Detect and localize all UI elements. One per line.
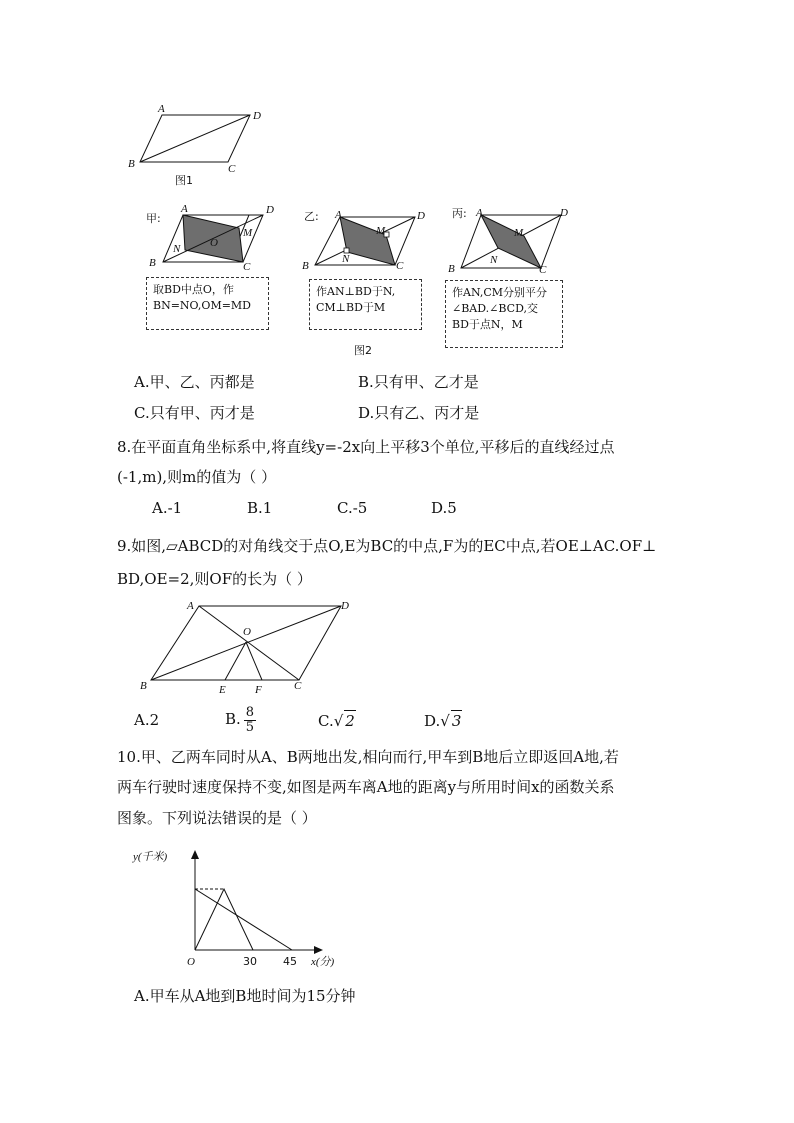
fig1-label-d: D bbox=[253, 110, 261, 122]
q9-option-c-radical: √ bbox=[333, 712, 344, 730]
bing-label-n: N bbox=[490, 254, 498, 266]
fig1-label-b: B bbox=[128, 158, 135, 170]
yi-box-line-2: CM⊥BD于M bbox=[316, 301, 386, 314]
bing-box-line-3: BD于点N，M bbox=[452, 318, 523, 331]
jia-label-d: D bbox=[266, 204, 274, 216]
bing-box-line-2: ∠BAD.∠BCD,交 bbox=[452, 302, 539, 315]
q9-label-f: F bbox=[255, 684, 262, 696]
q10-x-axis-label: x(分) bbox=[311, 956, 335, 968]
yi-box bbox=[309, 279, 422, 330]
jia-box-line-1: 取BD中点O，作 bbox=[153, 283, 234, 296]
q9-figure bbox=[132, 592, 362, 697]
bing-box-line-1: 作AN,CM分别平分 bbox=[452, 286, 548, 299]
jia-title: 甲: bbox=[146, 212, 161, 225]
q9-stem-line-2: BD,OE=2,则OF的长为（ ） bbox=[117, 570, 312, 588]
q10-x-tick-30: 30 bbox=[243, 955, 257, 968]
q10-stem-line-3: 图象。下列说法错误的是（ ） bbox=[117, 809, 317, 827]
fig1-label-c: C bbox=[228, 163, 236, 175]
q10-option-a: A.甲车从A地到B地时间为15分钟 bbox=[134, 987, 356, 1005]
bing-title: 丙: bbox=[452, 207, 467, 220]
q9-option-b-numerator: 8 bbox=[245, 704, 255, 720]
figure-2-bing bbox=[446, 200, 576, 275]
yi-title: 乙: bbox=[304, 210, 319, 223]
q9-option-a: A.2 bbox=[134, 711, 160, 729]
q9-option-b-prefix: B. bbox=[225, 710, 241, 728]
jia-label-c: C bbox=[243, 261, 251, 273]
q8-stem-line-1: 8.在平面直角坐标系中,将直线y=-2x向上平移3个单位,平移后的直线经过点 bbox=[117, 438, 615, 456]
yi-label-c: C bbox=[396, 260, 404, 272]
bing-label-c: C bbox=[539, 264, 547, 275]
q9-label-a: A bbox=[187, 600, 194, 612]
q10-graph bbox=[125, 842, 360, 972]
q9-stem-line-1: 9.如图,▱ABCD的对角线交于点O,E为BC的中点,F为的EC中点,若OE⊥AC.OF⊥ bbox=[117, 537, 657, 555]
jia-box-line-2: BN=NO,OM=MD bbox=[153, 299, 252, 312]
fig1-label-a: A bbox=[158, 103, 165, 115]
q9-option-b-denominator: 5 bbox=[245, 719, 255, 735]
q10-stem-line-1: 10.甲、乙两车同时从A、B两地出发,相向而行,甲车到B地后立即返回A地,若 bbox=[117, 748, 619, 766]
bing-box bbox=[445, 280, 563, 348]
q8-option-a: A.-1 bbox=[152, 499, 183, 517]
q10-origin-label: O bbox=[187, 956, 195, 968]
bing-label-b: B bbox=[448, 263, 455, 275]
jia-box bbox=[146, 277, 269, 330]
q8-stem-line-2: (-1,m),则m的值为（ ） bbox=[117, 468, 277, 486]
q7-option-d: D.只有乙、丙才是 bbox=[358, 404, 480, 422]
bing-label-a: A bbox=[476, 207, 483, 219]
q9-option-c-prefix: C. bbox=[318, 712, 334, 730]
yi-label-b: B bbox=[302, 260, 309, 272]
figure-2-yi bbox=[300, 200, 440, 275]
jia-label-n: N bbox=[173, 243, 181, 255]
q10-y-axis-label: y(千米) bbox=[133, 851, 168, 863]
q9-option-b-fraction bbox=[244, 706, 256, 735]
q8-option-c: C.-5 bbox=[337, 499, 368, 517]
q9-label-b: B bbox=[140, 680, 147, 692]
figure-2-jia bbox=[143, 200, 288, 275]
bing-label-m: M bbox=[514, 227, 524, 239]
fig2-caption: 图2 bbox=[354, 344, 372, 357]
jia-label-b: B bbox=[149, 257, 156, 269]
q8-option-d: D.5 bbox=[431, 499, 457, 517]
q7-option-a: A.甲、乙、丙都是 bbox=[134, 373, 255, 391]
q9-option-c-radicand: 2 bbox=[345, 712, 355, 730]
q7-option-c: C.只有甲、丙才是 bbox=[134, 404, 255, 422]
q8-option-b: B.1 bbox=[247, 499, 273, 517]
q9-label-d: D bbox=[341, 600, 349, 612]
q9-option-c bbox=[318, 710, 356, 731]
q7-option-b: B.只有甲、乙才是 bbox=[358, 373, 479, 391]
yi-label-n: N bbox=[342, 253, 350, 265]
q10-x-tick-45: 45 bbox=[283, 955, 297, 968]
q9-option-d-radicand: 3 bbox=[451, 712, 462, 730]
yi-label-a: A bbox=[335, 209, 342, 221]
q9-label-c: C bbox=[294, 680, 302, 692]
jia-label-a: A bbox=[181, 203, 188, 215]
q10-stem-line-2: 两车行驶时速度保持不变,如图是两车离A地的距离y与所用时间x的函数关系 bbox=[117, 778, 615, 796]
q9-label-o: O bbox=[243, 626, 251, 638]
bing-label-d: D bbox=[560, 207, 568, 219]
q9-option-d bbox=[424, 710, 462, 731]
jia-label-o: O bbox=[210, 237, 218, 249]
jia-label-m: M bbox=[243, 227, 253, 239]
q9-option-d-radical: √ bbox=[440, 712, 450, 730]
fig1-caption: 图1 bbox=[175, 174, 193, 187]
q9-option-b bbox=[225, 700, 256, 738]
yi-label-d: D bbox=[417, 210, 425, 222]
figure-1 bbox=[120, 100, 280, 190]
yi-box-line-1: 作AN⊥BD于N, bbox=[316, 285, 396, 298]
q9-option-d-prefix: D. bbox=[424, 712, 441, 730]
yi-label-m: M bbox=[376, 225, 386, 237]
q9-label-e: E bbox=[219, 684, 226, 696]
